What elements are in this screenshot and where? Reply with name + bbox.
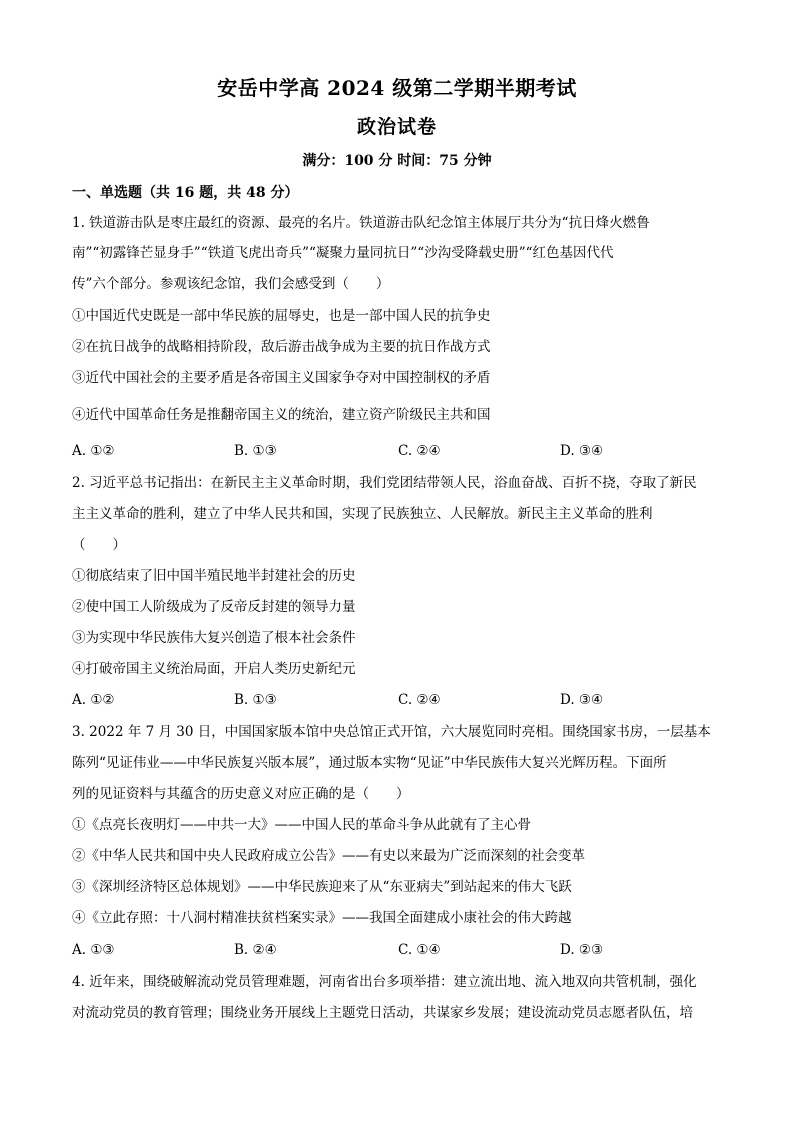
option-c: C. ②④ <box>398 692 441 708</box>
question-1-item: ③近代中国社会的主要矛盾是各帝国主义国家争夺对中国控制权的矛盾 <box>72 370 491 386</box>
question-3-stem-line: 3. 2022 年 7 月 30 日，中国国家版本馆中央总馆正式开馆，六大展览同时亮相。围绕国家书房，一层基本 <box>72 724 711 740</box>
question-1-item: ①中国近代史既是一部中华民族的屈辱史，也是一部中国人民的抗争史 <box>72 308 491 324</box>
question-3-item: ②《中华人民共和国中央人民政府成立公告》——有史以来最为广泛而深刻的社会变革 <box>72 848 585 864</box>
option-d: D. ②③ <box>560 942 604 958</box>
option-b: B. ①③ <box>234 443 277 459</box>
question-4-stem-line: 对流动党员的教育管理；围绕业务开展线上主题党日活动，共谋家乡发展；建设流动党员志愿者队伍，培 <box>72 1005 693 1021</box>
option-a: A. ①② <box>72 692 115 708</box>
section-heading: 一、单选题（共 16 题，共 48 分） <box>72 185 299 201</box>
question-2-stem-line: 主主义革命的胜利，建立了中华人民共和国，实现了民族独立、人民解放。新民主主义革命的胜利 <box>72 506 653 522</box>
exam-title: 安岳中学高 2024 级第二学期半期考试 <box>217 76 577 100</box>
option-b: B. ②④ <box>234 942 277 958</box>
question-3-item: ③《深圳经济特区总体规划》——中华民族迎来了从“东亚病夫”到站起来的伟大飞跃 <box>72 879 572 895</box>
question-2-stem-line: 2. 习近平总书记指出：在新民主主义革命时期，我们党团结带领人民，浴血奋战、百折不挠，夺取了新民 <box>72 475 697 491</box>
question-2-stem-line: （ ） <box>72 537 126 553</box>
option-a: A. ①③ <box>72 942 115 958</box>
question-1-item: ④近代中国革命任务是推翻帝国主义的统治，建立资产阶级民主共和国 <box>72 407 491 423</box>
question-3-item: ①《点亮长夜明灯——中共一大》——中国人民的革命斗争从此就有了主心骨 <box>72 817 531 833</box>
question-1-stem-line: 传”六个部分。参观该纪念馆，我们会感受到（ ） <box>72 276 390 292</box>
option-c: C. ②④ <box>398 443 441 459</box>
option-d: D. ③④ <box>560 443 604 459</box>
question-3-stem-line: 陈列“见证伟业——中华民族复兴版本展”，通过版本实物“见证”中华民族伟大复兴光辉历程。下面所 <box>72 755 667 771</box>
question-3-item: ④《立此存照：十八洞村精准扶贫档案实录》——我国全面建成小康社会的伟大跨越 <box>72 910 572 926</box>
question-2-item: ①彻底结束了旧中国半殖民地半封建社会的历史 <box>72 568 356 584</box>
option-b: B. ①③ <box>234 692 277 708</box>
question-2-item: ②使中国工人阶级成为了反帝反封建的领导力量 <box>72 599 356 615</box>
question-1-stem-line: 1. 铁道游击队是枣庄最红的资源、最亮的名片。铁道游击队纪念馆主体展厅共分为“抗日烽火燃鲁 <box>72 215 650 231</box>
question-1-stem-line: 南”“初露锋芒显身手”“铁道飞虎出奇兵”“凝聚力量同抗日”“沙沟受降载史册”“红色基因代代 <box>72 245 614 261</box>
question-2-item: ③为实现中华民族伟大复兴创造了根本社会条件 <box>72 630 356 646</box>
option-a: A. ①② <box>72 443 115 459</box>
exam-subtitle: 政治试卷 <box>356 116 437 138</box>
question-2-item: ④打破帝国主义统治局面，开启人类历史新纪元 <box>72 661 356 677</box>
exam-meta: 满分：100 分 时间：75 分钟 <box>302 153 492 169</box>
option-c: C. ①④ <box>398 942 441 958</box>
question-3-stem-line: 列的见证资料与其蕴含的历史意义对应正确的是（ ） <box>72 786 410 802</box>
option-d: D. ③④ <box>560 692 604 708</box>
question-1-item: ②在抗日战争的战略相持阶段，敌后游击战争成为主要的抗日作战方式 <box>72 339 491 355</box>
question-4-stem-line: 4. 近年来，围绕破解流动党员管理难题，河南省出台多项举措：建立流出地、流入地双向共管机制，强化 <box>72 974 697 990</box>
